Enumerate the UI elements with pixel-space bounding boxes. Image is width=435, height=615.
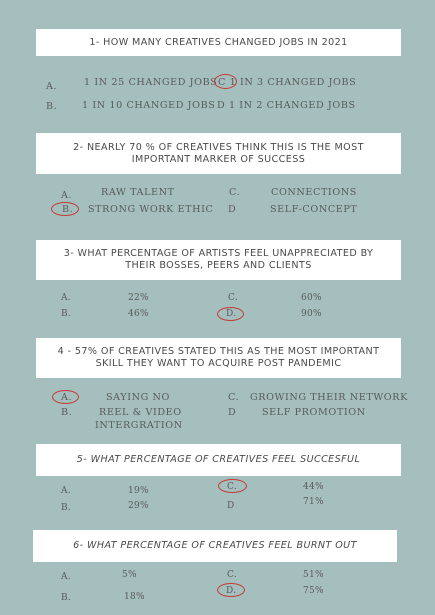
q1-option-b: 1 IN 10 CHANGED JOBS — [82, 100, 216, 111]
q6-option-d: 75% — [303, 586, 324, 596]
q6-option-b: 18% — [124, 592, 145, 602]
q2-option-a: RAW TALENT — [101, 187, 175, 198]
q4-letter-a: A. — [61, 392, 73, 403]
q5-letter-d: D — [227, 501, 235, 511]
question-2-heading: 2- NEARLY 70 % OF CREATIVES THINK THIS IS THE MOST IMPORTANT MARKER OF SUCCESS — [36, 133, 401, 174]
q6-option-c: 51% — [303, 570, 324, 580]
q2-option-b: STRONG WORK ETHIC — [88, 204, 214, 215]
q2-letter-c: C. — [229, 187, 241, 198]
q4-option-d: SELF PROMOTION — [262, 407, 366, 418]
q1-option-d: D 1 IN 2 CHANGED JOBS — [217, 100, 356, 111]
q6-letter-a: A. — [61, 572, 71, 582]
q4-option-c: GROWING THEIR NETWORK — [250, 392, 408, 403]
q4-option-b-line1: REEL & VIDEO — [99, 407, 182, 418]
q3-letter-b: B. — [61, 309, 72, 319]
q6-letter-b: B. — [61, 593, 72, 603]
q4-letter-b: B. — [61, 407, 73, 418]
q3-option-a: 22% — [128, 293, 149, 303]
question-6-heading: 6- WHAT PERCENTAGE OF CREATIVES FEEL BURNT OUT — [33, 530, 397, 562]
q2-letter-a: A. — [61, 190, 73, 201]
q6-answer-circle — [217, 583, 245, 597]
q3-letter-c: C. — [228, 293, 239, 303]
q3-option-c: 60% — [301, 293, 322, 303]
q6-letter-c: C. — [227, 570, 238, 580]
q3-letter-d: D. — [226, 309, 237, 319]
q2-answer-circle — [51, 202, 79, 216]
q4-option-b-line2: INTERGRATION — [95, 420, 183, 431]
q4-option-a: SAYING NO — [106, 392, 171, 403]
q5-letter-c: C. — [227, 482, 238, 492]
q4-answer-circle — [52, 390, 79, 404]
q1-answer-circle — [214, 74, 237, 89]
q4-letter-c: C. — [228, 392, 240, 403]
q3-option-d: 90% — [301, 309, 322, 319]
q2-option-d: SELF-CONCEPT — [270, 204, 358, 215]
q5-option-a: 19% — [128, 486, 149, 496]
q2-letter-d: D — [228, 204, 237, 215]
q1-letter-a: A. — [46, 81, 58, 92]
q3-letter-a: A. — [61, 293, 71, 303]
q5-letter-b: B. — [61, 503, 72, 513]
q4-letter-d: D — [228, 407, 237, 418]
q3-answer-circle — [217, 307, 244, 321]
question-4-heading: 4 - 57% OF CREATIVES STATED THIS AS THE MOST IMPORTANT SKILL THEY WANT TO ACQUIRE POST PANDEMIC — [36, 338, 401, 378]
q1-option-a: 1 IN 25 CHANGED JOBS — [84, 77, 218, 88]
question-5-heading: 5- WHAT PERCENTAGE OF CREATIVES FEEL SUCCESFUL — [36, 444, 401, 476]
q1-letter-b: B. — [46, 101, 58, 112]
q6-letter-d: D. — [226, 586, 237, 596]
question-1-heading: 1- HOW MANY CREATIVES CHANGED JOBS IN 2021 — [36, 29, 401, 56]
q5-answer-circle — [218, 479, 247, 493]
q2-letter-b: B. — [62, 204, 74, 215]
q2-option-c: CONNECTIONS — [271, 187, 357, 198]
q5-option-d: 71% — [303, 497, 324, 507]
q3-option-b: 46% — [128, 309, 149, 319]
question-3-heading: 3- WHAT PERCENTAGE OF ARTISTS FEEL UNAPPRECIATED BY THEIR BOSSES, PEERS AND CLIENTS — [36, 240, 401, 280]
q6-option-a: 5% — [122, 570, 137, 580]
q5-option-c: 44% — [303, 482, 324, 492]
q1-option-c: C 1 IN 3 CHANGED JOBS — [218, 77, 357, 88]
q5-option-b: 29% — [128, 501, 149, 511]
q5-letter-a: A. — [61, 486, 71, 496]
